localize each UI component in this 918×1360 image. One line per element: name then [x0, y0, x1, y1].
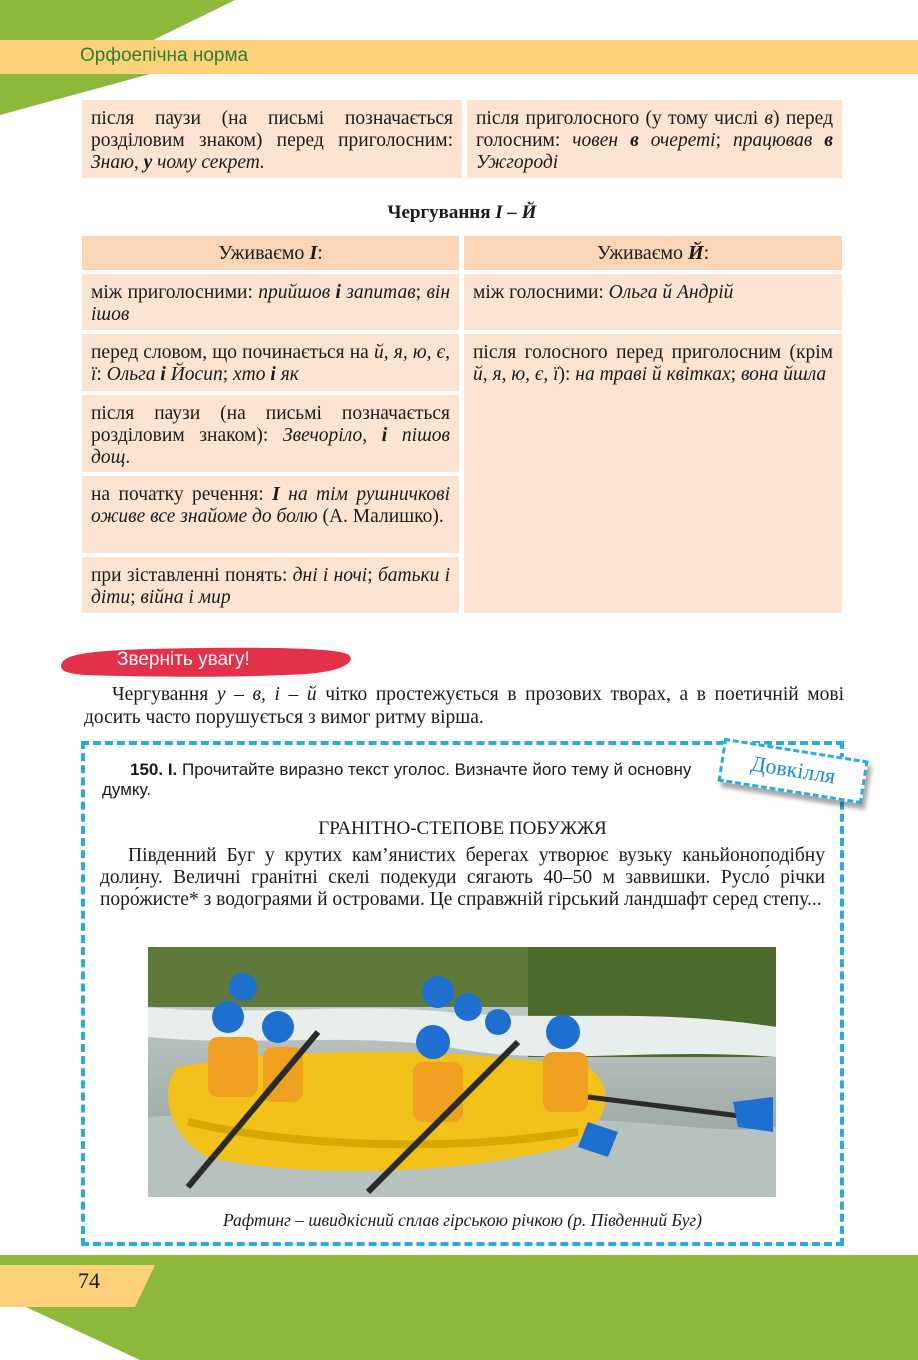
rule-row-left-4: на початку речення: І на тім рушничкові оживе все знайоме до болю (А. Малишко). [82, 476, 459, 553]
section-title: Орфоепічна норма [80, 45, 249, 66]
alternation-table-title: Чергування І – Й [387, 202, 537, 223]
rule-row-left-1: між приголосними: прийшов і запитав; він ішов [82, 274, 459, 330]
environment-tag: Довкілля [717, 738, 868, 804]
top-table-right-cell: після приголосного (у тому числі в) перед голосним: човен в очереті; працював в Ужгороді [467, 100, 842, 178]
column-header-i: Уживаємо І: [82, 236, 459, 270]
rule-row-right-1: між голосними: Ольга й Андрій [464, 274, 842, 330]
column-header-y: Уживаємо Й: [464, 236, 842, 270]
rule-row-right-2: після голосного перед приголосним (крім й, я, ю, є, ї): на траві й квітках; вона йшла [464, 334, 842, 613]
rafting-photo [148, 947, 776, 1197]
photo-caption: Рафтинг – швидкісний сплав гірською річкою (р. Південний Буг) [222, 1210, 703, 1230]
page-number: 74 [78, 1268, 100, 1293]
text-body: Південний Буг у крутих кам’янистих берегах утворює вузьку каньйоноподібну долину. Величні гранітні скелі подекуди сягають 40–50 м заввишки. Русло́ річки поро́жисте* з водограями й островами. Це справжній гірський ландшафт серед степу... [100, 845, 825, 910]
attention-badge-text: Зверніть увагу! [117, 649, 250, 670]
rule-row-left-2: перед словом, що починається на й, я, ю, є, ї: Ольга і Йосип; хто і як [82, 334, 459, 391]
exercise-task: 150. І. Прочитайте виразно текст уголос. Визначте його тему й основну думку. [102, 760, 692, 799]
text-title: ГРАНІТНО-СТЕПОВЕ ПОБУЖЖЯ [318, 818, 607, 839]
rule-row-left-3: після паузи (на письмі позначається розділовим знаком): Звечоріло, і пішов дощ. [82, 395, 459, 472]
attention-text: Чергування у – в, і – й чітко простежується в прозових творах, а в поетичній мові досить часто порушується з вимог ритму вірша. [84, 684, 844, 728]
footer-decoration [0, 1255, 918, 1360]
rule-row-left-5: при зіставленні понять: дні і ночі; батьки і діти; війна і мир [82, 557, 459, 613]
top-table-left-cell: після паузи (на письмі позначається розділовим знаком) перед приголосним: Знаю, у чому секрет. [82, 100, 462, 178]
